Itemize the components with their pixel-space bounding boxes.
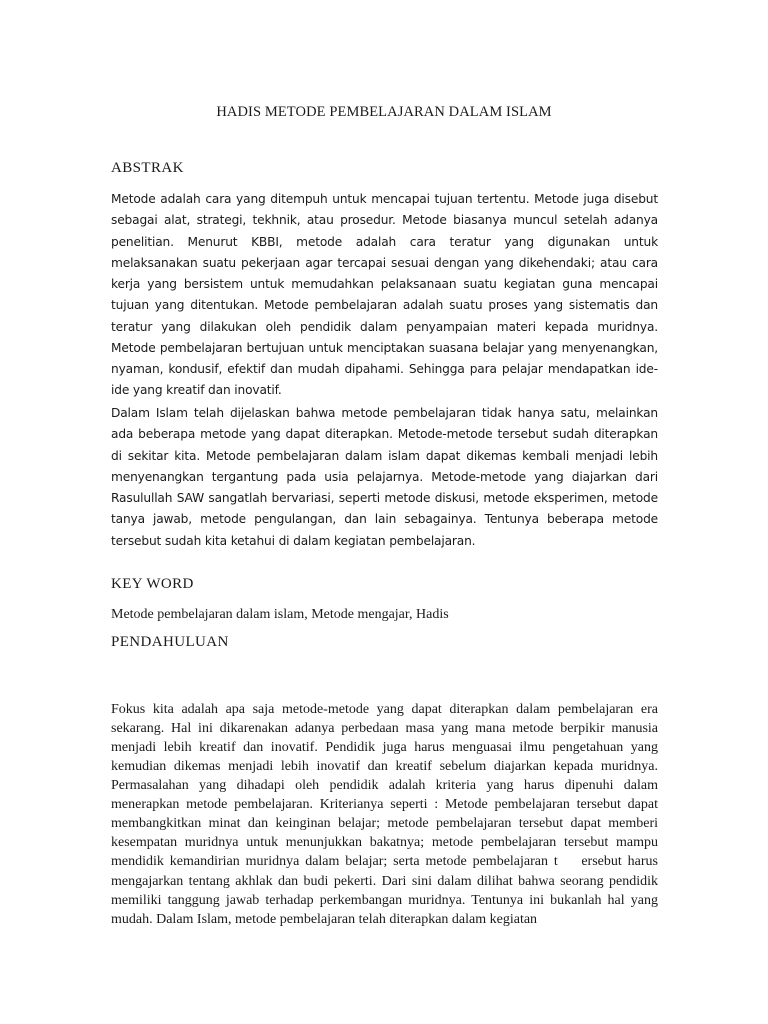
introduction-paragraph — [111, 662, 662, 967]
abstract-paragraph-2 — [111, 403, 658, 552]
abstract-heading: ABSTRAK — [111, 160, 184, 176]
keyword-text: Metode pembelajaran dalam islam, Metode mengajar, Hadis — [111, 607, 449, 622]
abstract-paragraph-1-text: Metode adalah cara yang ditempuh untuk mencapai tujuan tertentu. Metode juga disebut sebagai alat, strategi, tekhnik, atau prosedur. Metode biasanya muncul setelah adanya penelitian. Menurut KBBI, metode adalah cara teratur yang digunakan untuk melaksanakan suatu pekerjaan agar tercapai sesuai dengan yang dikehendaki; atau cara kerja yang bersistem untuk memudahkan pelaksanaan suatu kegiatan guna mencapai tujuan yang ditentukan. Metode pembelajaran adalah suatu proses yang sistematis dan teratur yang dilakukan oleh pendidik dalam penyampaian materi kepada muridnya. Metode pembelajaran bertujuan untuk menciptakan suasana belajar yang menyenangkan, nyaman, kondusif, efektif dan mudah dipahami. Sehingga para pelajar mendapatkan ide-ide yang kreatif dan inovatif. — [111, 192, 658, 398]
document-title: HADIS METODE PEMBELAJARAN DALAM ISLAM — [216, 104, 552, 120]
keyword-heading: KEY WORD — [111, 576, 194, 592]
abstract-paragraph-1 — [111, 189, 658, 402]
introduction-paragraph-text: Fokus kita adalah apa saja metode-metode yang dapat diterapkan dalam pembelajaran era sekarang. Hal ini dikarenakan adanya perbedaan masa yang mana metode berpikir manusia menjadi lebih kreatif dan inovatif. Pendidik juga harus menguasai ilmu pengetahuan yang kemudian dikemas menjadi lebih inovatif dan kreatif sebelum diajarkan kepada muridnya. Permasalahan yang dihadapi oleh pendidik adalah kriteria yang harus dipenuhi dalam menerapkan metode pembelajaran. Kriterianya seperti : Metode pembelajaran tersebut dapat membangkitkan minat dan keinginan belajar; metode pembelajaran tersebut dapat memberi kesempatan muridnya untuk menunjukkan bakatnya; metode pembelajaran tersebut mampu mendidik kemandirian muridnya dalam belajar; serta metode pembelajaran t ersebut harus mengajarkan tentang akhlak dan budi pekerti. Dari sini dalam dilihat bahwa seorang pendidik memiliki tanggung jawab terhadap perkembangan muridnya. Tentunya ini bukanlah hal yang mudah. Dalam Islam, metode pembelajaran telah diterapkan dalam kegiatan — [111, 702, 662, 927]
introduction-heading: PENDAHULUAN — [111, 634, 229, 650]
abstract-paragraph-2-text: Dalam Islam telah dijelaskan bahwa metode pembelajaran tidak hanya satu, melainkan ada beberapa metode yang dapat diterapkan. Metode-metode tersebut sudah diterapkan di sekitar kita. Metode pembelajaran dalam islam dapat dikemas kembali menjadi lebih menyenangkan tergantung pada usia pelajarnya. Metode-metode yang diajarkan dari Rasulullah SAW sangatlah bervariasi, seperti metode diskusi, metode eksperimen, metode tanya jawab, metode pengulangan, dan lain sebagainya. Tentunya beberapa metode tersebut sudah kita ketahui di dalam kegiatan pembelajaran. — [111, 406, 658, 548]
